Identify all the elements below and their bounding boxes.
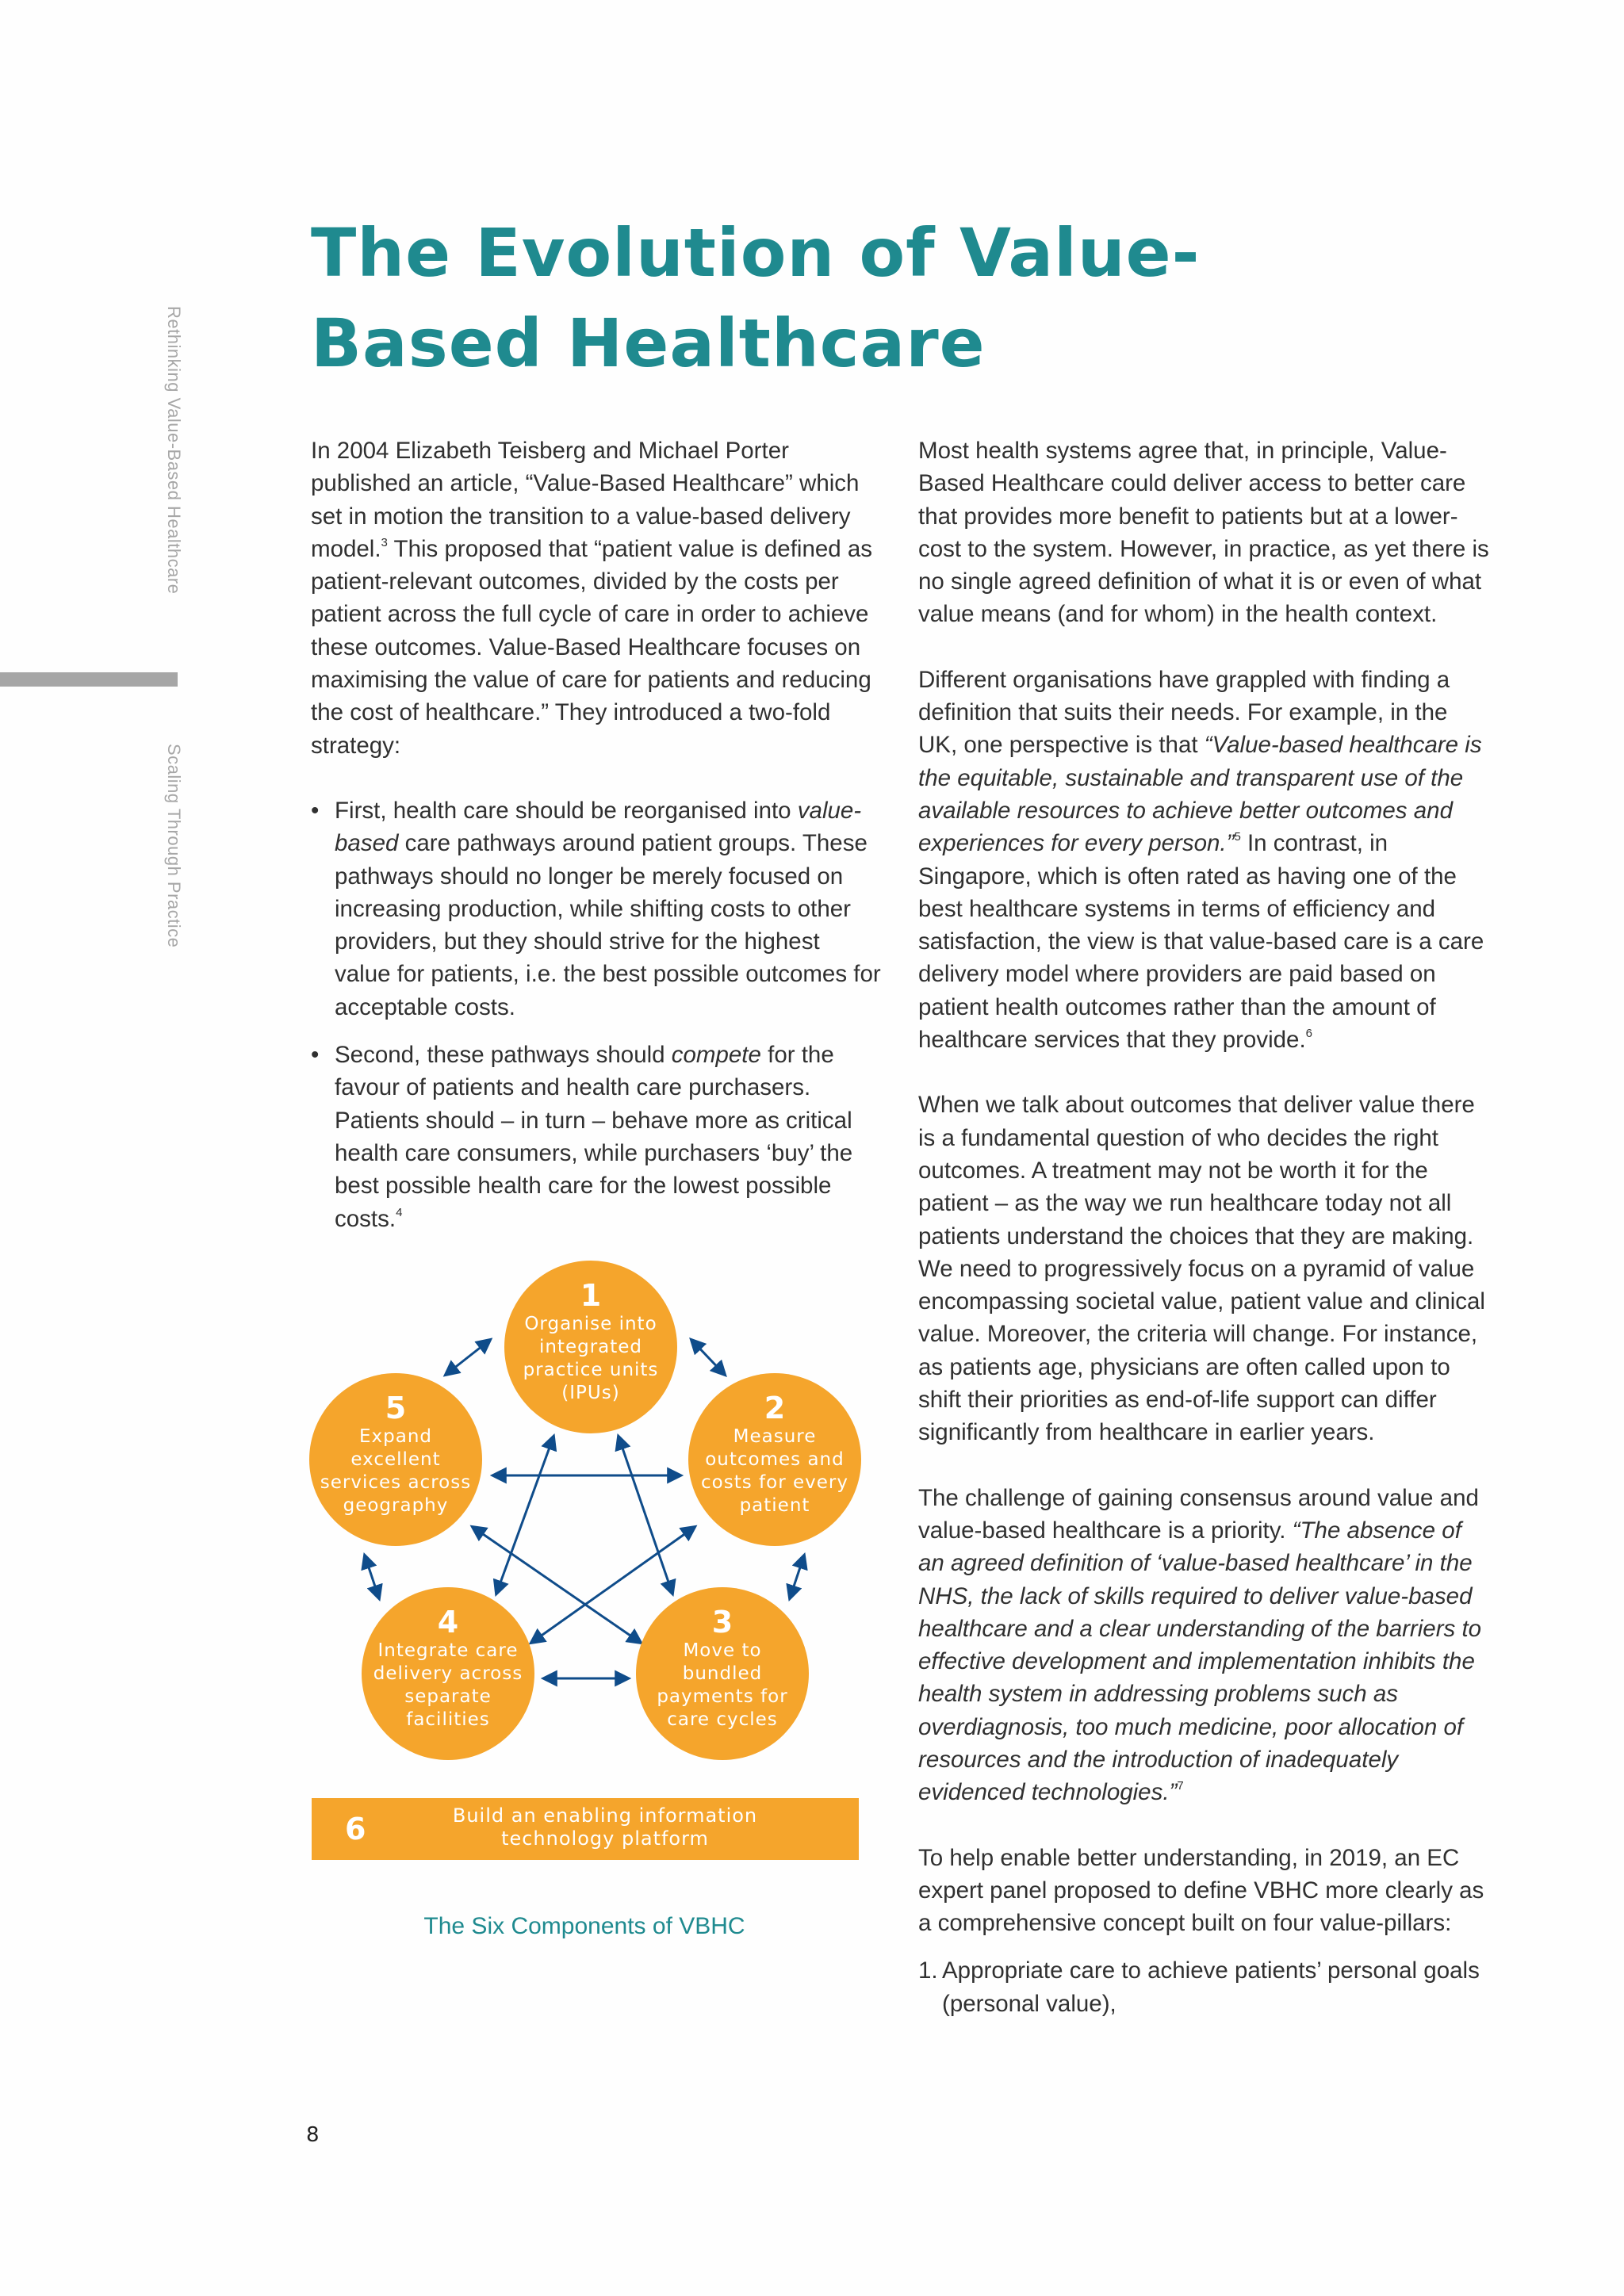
paragraph: The challenge of gaining consensus around value and value-based healthcare is a priority. “The absence of an agreed definition of ‘value-based healthcare’ in the NHS, the lack of skills required to deliver value-based healthcare and a clear understanding of the barriers to effective development and implementation inhibits the health system in addressing problems such as overdiagnosis, too much medicine, poor allocation of resources and the introduction of inadequately evidenced technologies.”$^7$ [918, 1484, 1482, 1806]
component-node: 2 Measure outcomes and costs for every patient [688, 1373, 861, 1546]
diagram-caption: The Six Components of VBHC [423, 1913, 745, 1939]
vbhc-components-diagram [309, 1261, 864, 1871]
list-item: 1. Appropriate care to achieve patients’ personal goals (personal value), [918, 1957, 1480, 2017]
paragraph: When we talk about outcomes that deliver value there is a fundamental question of who decides the right outcomes. A treatment may not be worth it for the patient – as the way we run healthcare today not all patients understand the choices that they are making. We need to progressively focus on a pyramid of value encompassing societal value, patient value and clinical value. Moreover, the criteria will change. For instance, as patients age, physicians are often called upon to shift their priorities as end-of-life support can differ significantly from healthcare in earlier years. [918, 1092, 1485, 1446]
page-title: The Evolution of Value-Based Healthcare [311, 214, 1201, 382]
footnote-ref: 6 [1305, 1027, 1312, 1041]
section-marker-bar [0, 672, 178, 687]
component-node: 5 Expand excellent services across geography [309, 1373, 482, 1546]
component-bar: 6 Build an enabling information technology platform [312, 1798, 859, 1860]
running-header-section: Scaling Through Practice [164, 744, 184, 948]
component-node: 1 Organise into integrated practice units (IPUs) [504, 1261, 677, 1433]
component-node: 4 Integrate care delivery across separate facilities [362, 1587, 534, 1760]
footnote-ref: 5 [1234, 830, 1241, 844]
bullet-item: • Second, these pathways should compete for the favour of patients and health care purchasers. Patients should – in turn – behave more as critical health care consumers, while purchasers ‘buy’ the best possible health care for the lowest possible costs.$^4$ [311, 1039, 882, 1235]
paragraph: Most health systems agree that, in principle, Value-Based Healthcare could deliver access to better care that provides more benefit to patients but at a lower-cost to the system. However, in practice, as yet there is no single agreed definition of what it is or even of what value means (and for whom) in the health context. [918, 438, 1489, 628]
page-number: 8 [306, 2123, 320, 2147]
paragraph: Different organisations have grappled with finding a definition that suits their needs. For example, in the UK, one perspective is that “Value-based healthcare is the equitable, sustainable and transparent use of the available resources to achieve better outcomes and experiences for every person.”$^5$ In contrast, in Singapore, which is often rated as having one of the best healthcare systems in terms of efficiency and satisfaction, the view is that value-based care is a care delivery model where providers are paid based on patient health outcomes rather than the amount of healthcare services that they provide.$^6$ [918, 666, 1484, 1054]
arrow-1-5 [446, 1340, 490, 1375]
arrow-1-4 [496, 1437, 553, 1594]
footnote-ref: 7 [1177, 1779, 1184, 1793]
component-node: 3 Move to bundled payments for care cycles [636, 1587, 809, 1760]
intro-paragraph: In 2004 Elizabeth Teisberg and Michael Porter published an article, “Value-Based Healthcare” which set in motion the transition to a value-based delivery model.$^3$ This proposed that “patient value is defined as patient-relevant outcomes, divided by the costs per patient across the full cycle of care in order to achieve these outcomes. Value-Based Healthcare focuses on maximising the value of care for patients and reducing the cost of healthcare.” They introduced a two-fold strategy: [311, 438, 873, 759]
arrow-1-2 [691, 1340, 725, 1375]
footnote-ref: 3 [381, 535, 388, 549]
arrow-2-3 [790, 1556, 804, 1598]
footnote-ref: 4 [396, 1205, 403, 1219]
left-column [311, 434, 882, 1235]
arrow-1-3 [619, 1437, 672, 1594]
right-column [918, 434, 1489, 2020]
arrow-5-4 [365, 1556, 379, 1598]
running-header-publication: Rethinking Value-Based Healthcare [164, 306, 184, 595]
paragraph: To help enable better understanding, in 2019, an EC expert panel proposed to define VBHC more clearly as a comprehensive concept built on four value-pillars: [918, 1844, 1484, 1937]
bullet-item: • First, health care should be reorganised into value-based care pathways around patient groups. These pathways should no longer be merely focused on increasing production, while shifting costs to other providers, but they should strive for the highest value for patients, i.e. the best possible outcomes for acceptable costs. [311, 794, 882, 1024]
